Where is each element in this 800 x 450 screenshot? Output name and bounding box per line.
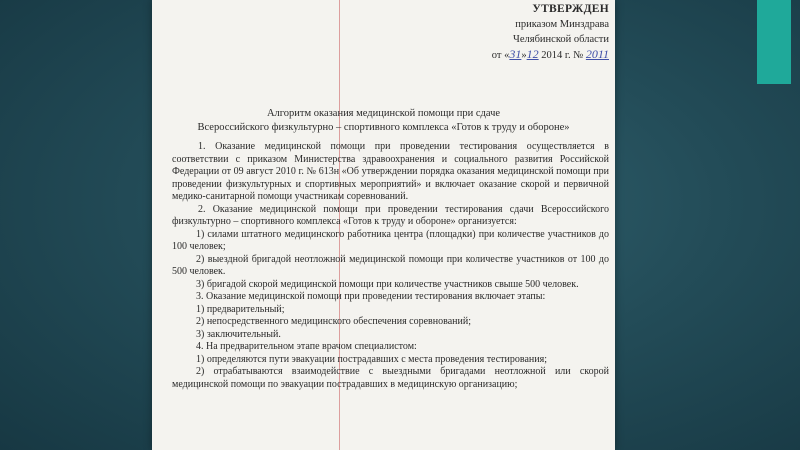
paragraph: 2. Оказание медицинской помощи при проведении тестирования сдачи Всероссийского физкультурно – спортивного комплекса «Готов к труду и обороне» организуется: (172, 203, 609, 227)
list-item: 2) выездной бригадой неотложной медицинской помощи при количестве участников от 100 до 500 человек. (172, 253, 609, 277)
list-item: 2) непосредственного медицинского обеспечения соревнований; (196, 316, 471, 327)
paragraph: 1. Оказание медицинской помощи при проведении тестирования осуществляется в соответствии с приказом Министерства здравоохранения и социального развития Российской Федерации от 09 август 2010 г. № 613н «Об утверждении порядка оказания медицинской помощи при проведении физкультурных и спортивных мероприятий» и включает оказание скорой и первичной медико-санитарной помощи участникам соревнований. (172, 141, 609, 202)
handwritten-number: 2011 (585, 47, 609, 61)
list-item: 3) заключительный. (196, 328, 281, 340)
approval-order: приказом Минздрава (515, 19, 609, 30)
title-line-1: Алгоритм оказания медицинской помощи при сдаче (266, 108, 501, 119)
approval-heading: УТВЕРЖДЕН (532, 3, 609, 15)
paragraph: 3. Оказание медицинской помощи при проведении тестирования включает этапы: (196, 291, 546, 302)
approval-date: от «31»12 2014 г. № 2011 (491, 47, 609, 61)
handwritten-day: 31 (509, 47, 522, 61)
approval-block (389, 2, 609, 63)
list-item: 3) бригадой скорой медицинской помощи при количестве участников свыше 500 человек. (196, 278, 579, 290)
list-item: 1) силами штатного медицинского работника центра (площадки) при количестве участников до 100 человек; (172, 228, 609, 252)
approval-region: Челябинской области (513, 34, 609, 45)
document-title (152, 107, 615, 135)
title-line-2: Всероссийского физкультурно – спортивного комплекса «Готов к труду и обороне» (197, 122, 570, 133)
list-item: 1) предварительный; (196, 303, 285, 315)
handwritten-month: 12 (526, 47, 539, 61)
document-body (172, 141, 609, 391)
list-item: 2) отрабатываются взаимодействие с выездными бригадами неотложной или скорой медицинской помощи по эвакуации пострадавших в медицинскую организацию; (172, 366, 609, 390)
document-scan (152, 0, 615, 450)
accent-bar (757, 0, 791, 84)
list-item: 1) определяются пути эвакуации пострадавших с места проведения тестирования; (196, 353, 548, 365)
paragraph: 4. На предварительном этапе врачом специалистом: (196, 341, 417, 352)
